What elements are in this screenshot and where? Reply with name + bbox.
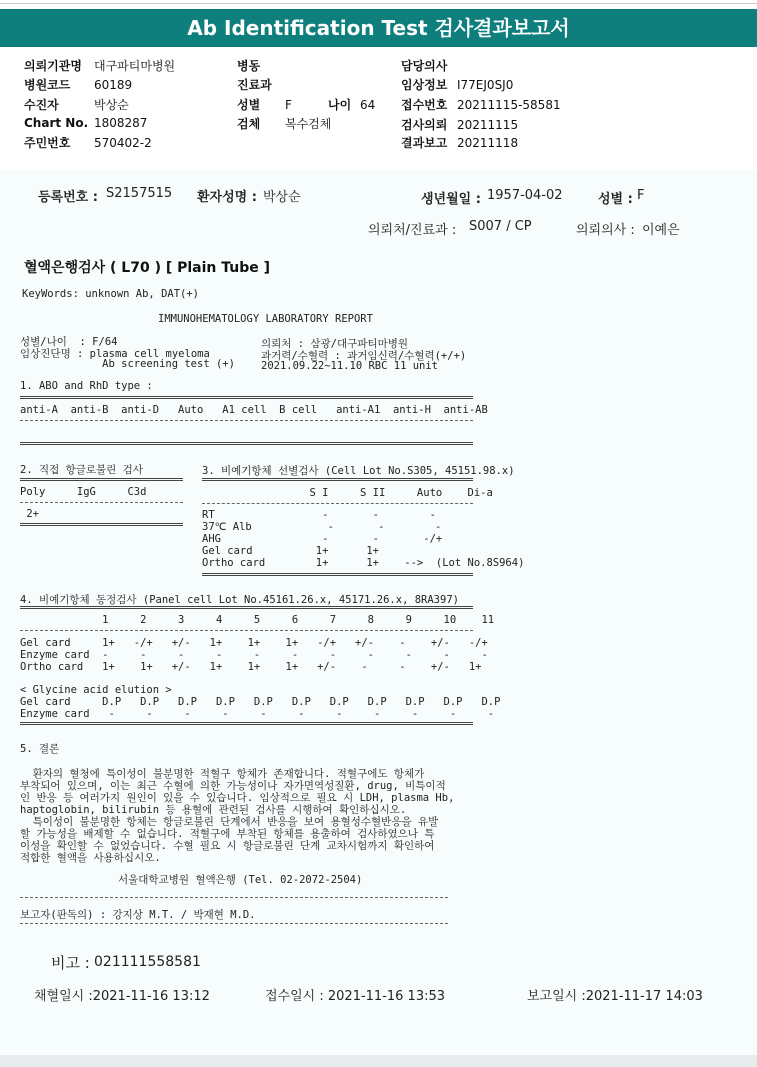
divider: [20, 923, 448, 924]
conclusion-line: 특이성이 불분명한 항체는 항글로불린 단계에서 반응을 보여 용혈성수혈반응을 유발: [20, 816, 439, 828]
note-label: 비고 :: [51, 954, 90, 972]
doctor-label: 의뢰의사 :: [576, 223, 635, 238]
reporter: 보고자(판독의) : 강지상 M.T. / 박재현 M.D.: [20, 909, 256, 921]
hdr-report-date: 결과보고 20211118: [401, 136, 519, 150]
hdr-ward: 병동: [237, 59, 261, 73]
hdr-resident-no: 주민번호 570402-2: [24, 136, 152, 150]
hdr-hospital-code: 병원코드 60189: [24, 78, 133, 92]
conclusion-line: 할 가능성을 배제할 수 없습니다. 적혈구에 부착된 항체를 용출하여 검사하였으나 특: [20, 828, 435, 840]
hdr-chart-no: Chart No. 1808287: [24, 116, 148, 130]
glycine-title: < Glycine acid elution >: [20, 684, 172, 696]
hdr-org: 의뢰기관명 대구파티마병원: [24, 59, 176, 73]
dat-title: 2. 직접 항글로불린 검사: [20, 464, 143, 476]
panel-header: 1 2 3 4 5 6 7 8 9 10 11: [20, 614, 495, 626]
hdr-clinical-info: 임상정보 I77EJ0SJ0: [401, 78, 514, 92]
info-history: 과거력/수혈력 : 과거임신력/수혈력(+/+): [261, 350, 467, 362]
divider: [20, 396, 473, 399]
conclusion-line: 부착되어 있으며, 이는 최근 수혈에 의한 가능성이나 자가면역성질환, drug, 비특이적: [20, 780, 446, 792]
info-diagnosis: 임상진단명 : plasma cell myeloma: [20, 348, 210, 360]
conclusion-title: 5. 결론: [20, 743, 60, 755]
patient-name-label: 환자성명 :: [197, 190, 257, 205]
hdr-sex: 성별 F: [237, 98, 292, 112]
test-heading: 혈액은행검사 ( L70 ) [ Plain Tube ]: [24, 260, 271, 276]
screening-row-rt: RT - - -: [202, 509, 436, 521]
conclusion-line: 인 반응 등 여러가지 원인이 있을 수 있습니다. 임상적으로 필요 시 LDH, plasma Hb,: [20, 792, 455, 804]
dept-label: 의뢰처/진료과 :: [368, 223, 457, 238]
hdr-specimen: 검체 복수검체: [237, 117, 332, 131]
top-border: [0, 3, 757, 4]
glycine-row-enzyme: Enzyme card - - - - - - - - - - -: [20, 708, 495, 720]
sex-value: F: [637, 188, 645, 203]
dat-value: 2+: [20, 508, 39, 520]
glycine-row-gel: Gel card D.P D.P D.P D.P D.P D.P D.P D.P D.P D.P D.P: [20, 696, 501, 708]
conclusion-line: 이성을 확인할 수 없었습니다. 수혈 필요 시 항글로불린 단계 교차시험까지 확인하여: [20, 840, 435, 852]
screening-header: S I S II Auto Di-a: [202, 487, 493, 499]
hdr-doctor: 담당의사: [401, 59, 448, 73]
divider: [20, 478, 183, 481]
conclusion-line: 환자의 혈청에 특이성이 불분명한 적혈구 항체가 존재합니다. 적혈구에도 항체가: [20, 768, 425, 780]
hdr-receipt-no: 접수번호 20211115-58581: [401, 98, 561, 112]
patient-name-value: 박상순: [263, 190, 301, 205]
panel-row-gel: Gel card 1+ -/+ +/- 1+ 1+ 1+ -/+ +/- - +/- -/+: [20, 637, 488, 649]
divider: [20, 630, 473, 631]
note-value: 021111558581: [94, 954, 201, 970]
sex-label: 성별 :: [598, 192, 633, 207]
info-diagnosis-2: Ab screening test (+): [20, 358, 235, 370]
doctor-value: 이예은: [642, 223, 680, 238]
screening-row-37c: 37℃ Alb - - -: [202, 521, 442, 533]
divider: [20, 502, 183, 503]
divider: [202, 503, 473, 504]
info-transfusion: 2021.09.22~11.10 RBC 11 unit: [261, 360, 439, 372]
panel-row-ortho: Ortho card 1+ 1+ +/- 1+ 1+ 1+ +/- - - +/- 1+: [20, 661, 482, 673]
report-banner: Ab Identification Test 검사결과보고서: [0, 9, 757, 47]
dat-header: Poly IgG C3d: [20, 486, 147, 498]
divider: [202, 573, 473, 576]
keywords: KeyWords: unknown Ab, DAT(+): [22, 288, 200, 300]
screening-title: 3. 비예기항체 선별검사 (Cell Lot No.S305, 45151.98.x): [202, 465, 515, 477]
hdr-patient: 수진자 박상순: [24, 98, 129, 112]
hdr-dept: 진료과: [237, 78, 272, 92]
divider: [20, 722, 473, 725]
reg-no-value: S2157515: [106, 186, 173, 201]
divider: [20, 442, 473, 445]
hdr-request-date: 검사의뢰 20211115: [401, 118, 519, 132]
abo-header: anti-A anti-B anti-D Auto A1 cell B cell anti-A1 anti-H anti-AB: [20, 404, 488, 416]
screening-row-ortho: Ortho card 1+ 1+ --> (Lot No.8S964): [202, 557, 525, 569]
dob-value: 1957-04-02: [487, 188, 563, 203]
blood-bank-contact: 서울대학교병원 혈액은행 (Tel. 02-2072-2504): [118, 874, 363, 886]
screening-row-gel: Gel card 1+ 1+: [202, 545, 380, 557]
screening-row-ahg: AHG - - -/+: [202, 533, 443, 545]
info-sex-age: 성별/나이 : F/64: [20, 336, 118, 348]
receive-datetime: 접수일시 : 2021-11-16 13:53: [265, 989, 446, 1004]
collect-datetime: 채혈일시 :2021-11-16 13:12: [34, 989, 210, 1004]
divider: [20, 897, 448, 898]
reg-no-label: 등록번호 :: [38, 190, 98, 205]
bottom-bar: [0, 1055, 757, 1067]
info-requester: 의뢰처 : 삼광/대구파티마병원: [261, 338, 409, 350]
divider: [202, 478, 473, 481]
panel-row-enzyme: Enzyme card - - - - - - - - - - -: [20, 649, 488, 661]
abo-title: 1. ABO and RhD type :: [20, 380, 153, 392]
report-datetime: 보고일시 :2021-11-17 14:03: [527, 989, 703, 1004]
dept-value: S007 / CP: [469, 219, 532, 234]
hdr-age: 나이 64: [328, 98, 376, 112]
conclusion-line: haptoglobin, bilirubin 등 용혈에 관련된 검사를 시행하여 확인하십시오.: [20, 804, 407, 816]
conclusion-line: 적합한 혈액을 사용하십시오.: [20, 852, 161, 864]
divider: [20, 420, 473, 421]
lab-report-title: IMMUNOHEMATOLOGY LABORATORY REPORT: [158, 313, 373, 325]
divider: [20, 606, 473, 609]
divider: [20, 523, 183, 526]
dob-label: 생년월일 :: [421, 192, 481, 207]
panel-title: 4. 비예기항체 동정검사 (Panel cell Lot No.45161.26.x, 45171.26.x, 8RA397): [20, 594, 459, 606]
